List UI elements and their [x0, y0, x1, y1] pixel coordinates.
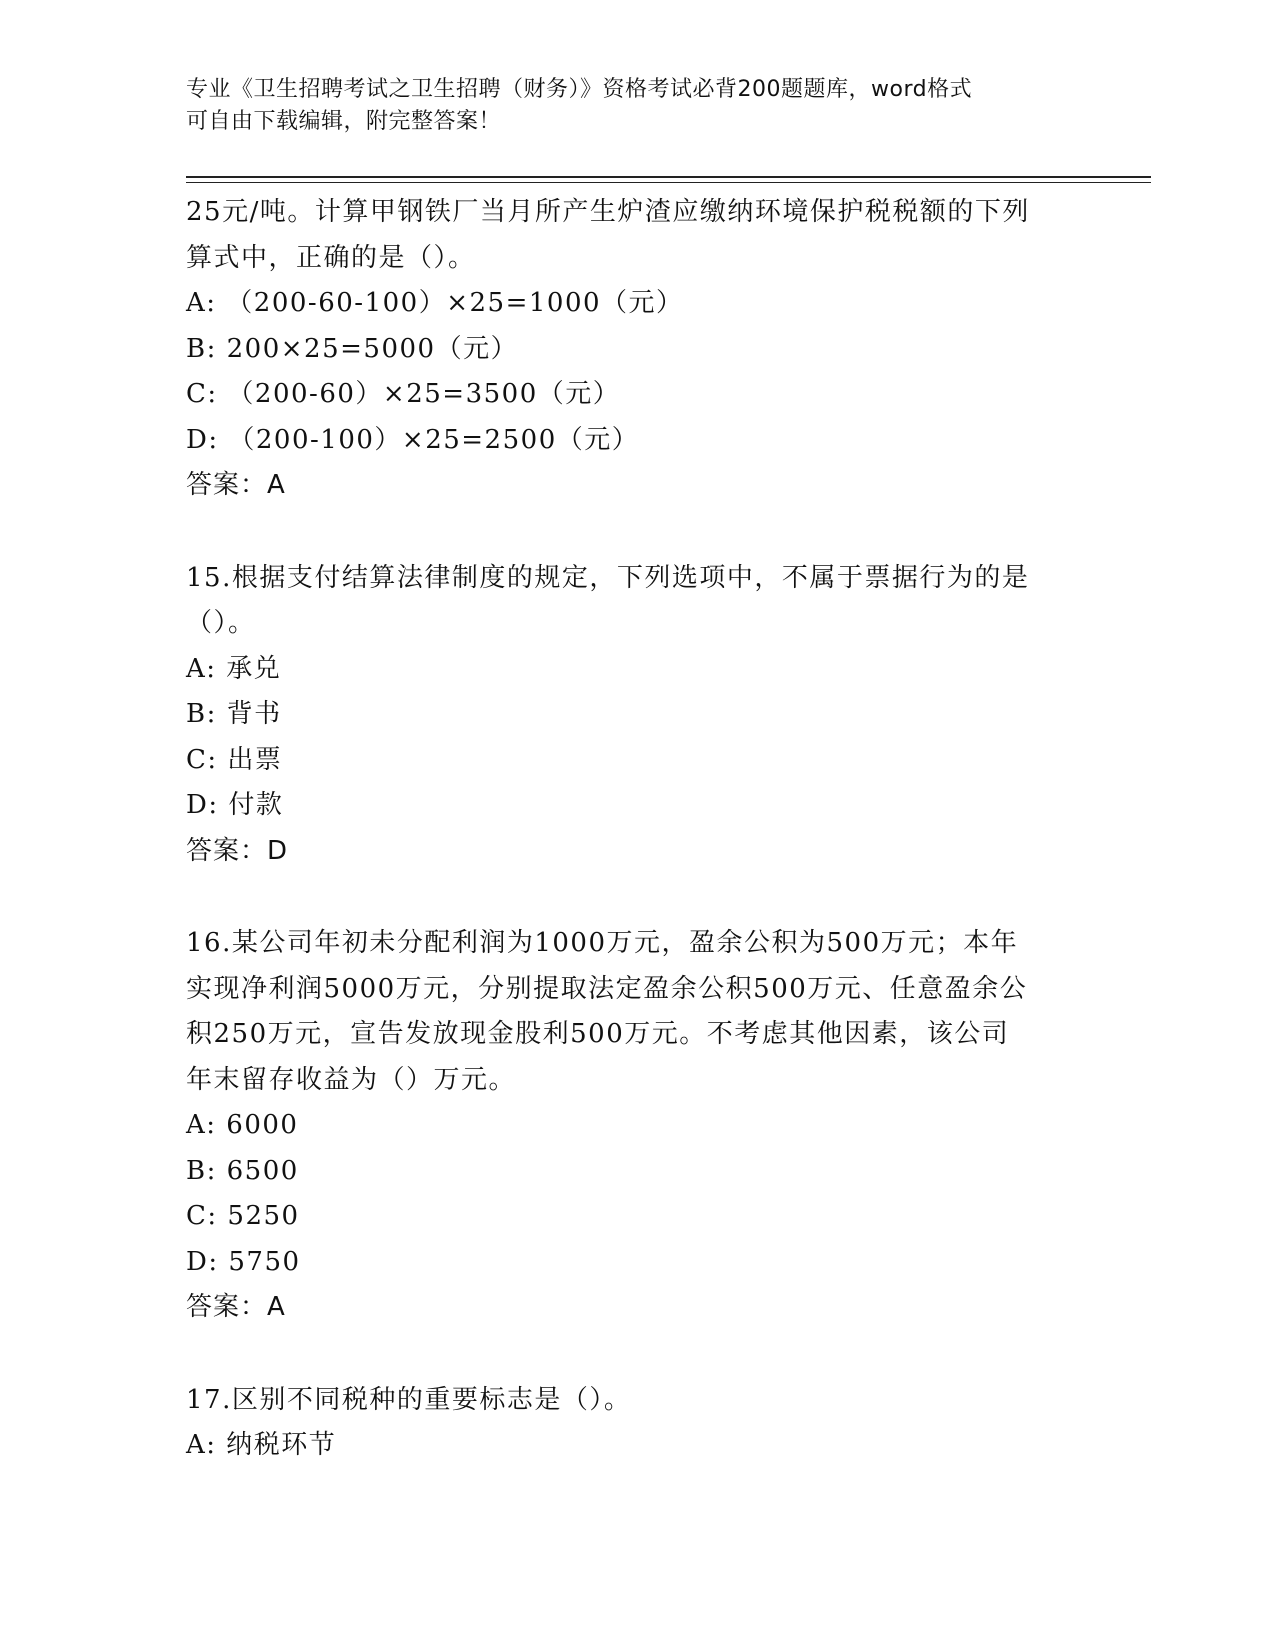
document-header — [186, 74, 1066, 138]
header-divider-thin — [186, 182, 1151, 183]
option-d: D: 5750 — [186, 1246, 301, 1277]
question-stem-line: （）。 — [186, 608, 256, 638]
question-stem-line: 25元/吨。计算甲钢铁厂当月所产生炉渣应缴纳环境保护税税额的下列 — [186, 197, 1030, 227]
option-a: A: 纳税环节 — [186, 1430, 337, 1460]
option-d: D: （200-100）×25=2500（元） — [186, 424, 640, 455]
header-line-2: 可自由下载编辑，附完整答案！ — [186, 109, 502, 134]
option-b: B: 背书 — [186, 699, 282, 729]
option-a: A: （200-60-100）×25=1000（元） — [186, 288, 684, 318]
option-c: C: 出票 — [186, 744, 283, 775]
question-stem-line: 算式中，正确的是（）。 — [186, 242, 476, 273]
option-b: B: 200×25=5000（元） — [186, 333, 519, 364]
option-a: A: 6000 — [186, 1110, 299, 1140]
answer-line: 答案：D — [186, 835, 289, 866]
option-c: C: 5250 — [186, 1201, 300, 1231]
question-17 — [186, 1378, 1086, 1469]
header-line-1: 专业《卫生招聘考试之卫生招聘（财务）》资格考试必背200题题库，word格式 — [186, 77, 973, 102]
question-stem-line: 年末留存收益为（）万元。 — [186, 1064, 517, 1095]
answer-line: 答案：A — [186, 1292, 286, 1322]
question-14 — [186, 190, 1086, 509]
question-list — [186, 190, 1086, 1469]
question-spacer — [186, 874, 1086, 921]
option-d: D: 付款 — [186, 790, 284, 820]
question-stem-line: 17.区别不同税种的重要标志是（）。 — [186, 1384, 632, 1415]
header-divider-thick — [186, 176, 1151, 178]
question-spacer — [186, 509, 1086, 556]
question-stem-line: 16.某公司年初未分配利润为1000万元，盈余公积为500万元；本年 — [186, 928, 1019, 958]
question-spacer — [186, 1331, 1086, 1378]
option-c: C: （200-60）×25=3500（元） — [186, 379, 621, 409]
question-15 — [186, 556, 1086, 875]
option-a: A: 承兑 — [186, 653, 282, 684]
question-stem-line: 积250万元，宣告发放现金股利500万元。不考虑其他因素，该公司 — [186, 1019, 1010, 1049]
answer-line: 答案：A — [186, 470, 286, 500]
question-16 — [186, 921, 1086, 1331]
question-stem-line: 15.根据支付结算法律制度的规定，下列选项中，不属于票据行为的是 — [186, 562, 1030, 593]
option-b: B: 6500 — [186, 1155, 299, 1186]
question-stem-line: 实现净利润5000万元，分别提取法定盈余公积500万元、任意盈余公 — [186, 973, 1028, 1004]
